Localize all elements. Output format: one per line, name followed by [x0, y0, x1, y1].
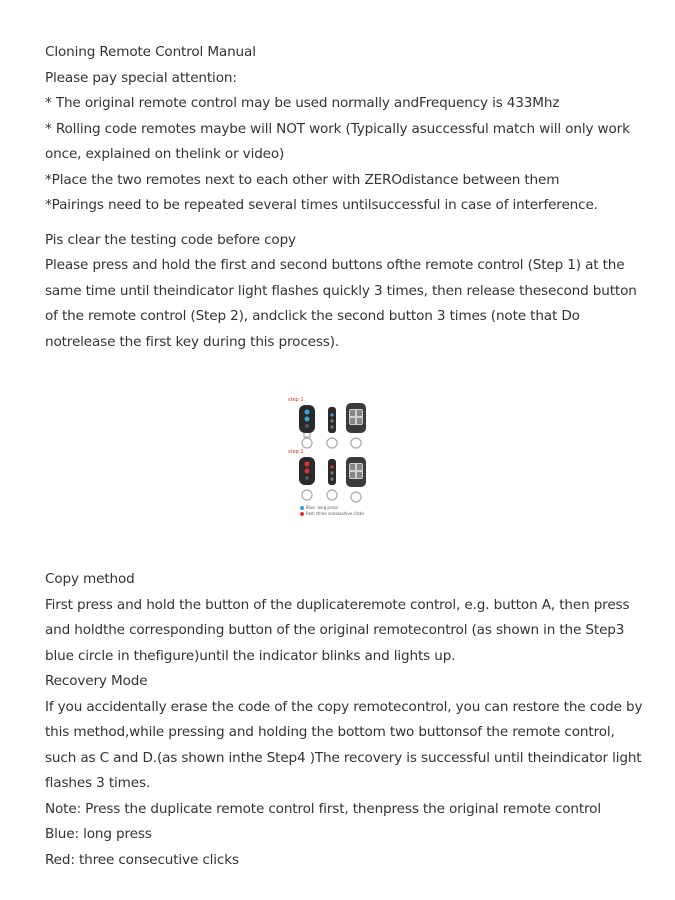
original-remote-icon — [344, 457, 368, 505]
paragraph-line: First press and hold the button of the duplicateremote control, e.g. button A, then press — [45, 596, 630, 613]
clear-code-section — [45, 228, 645, 356]
paragraph-line: If you accidentally erase the code of the copy remotecontrol, you can restore the code by — [45, 698, 643, 715]
blue-dot-icon — [300, 506, 304, 510]
red-legend-line: Red: three consecutive clicks — [45, 851, 239, 868]
note-line: once, explained on thelink or video) — [45, 146, 285, 162]
copy-method-heading: Copy method — [45, 571, 135, 587]
note-line: *Place the two remotes next to each other with ZEROdistance between them — [45, 171, 560, 188]
attention-heading: Please pay special attention: — [45, 69, 237, 86]
intro-section — [45, 40, 645, 219]
note-line: Note: Press the duplicate remote control first, thenpress the original remote control — [45, 800, 601, 817]
note-line: * Rolling code remotes maybe will NOT work (Typically asuccessful match will only work — [45, 120, 630, 137]
note-line: * The original remote control may be used normally andFrequency is 433Mhz — [45, 95, 560, 111]
manual-content — [45, 40, 645, 873]
step-1-label: step 1 — [288, 397, 304, 403]
paragraph-line: same time until theindicator light flashes quickly 3 times, then release thesecond button — [45, 282, 637, 299]
paragraph-line: flashes 3 times. — [45, 775, 151, 791]
paragraph-line: and holdthe corresponding button of the original remotecontrol (as shown in the Step3 — [45, 622, 625, 638]
paragraph-line: blue circle in thefigure)until the indicator blinks and lights up. — [45, 647, 456, 664]
legend-blue-label: Blue: long press — [306, 505, 339, 510]
step-2-label: step 2 — [288, 449, 304, 455]
manual-title: Cloning Remote Control Manual — [45, 44, 256, 60]
legend-red — [300, 511, 364, 516]
paragraph-line: notrelease the first key during this process). — [45, 333, 340, 350]
paragraph-line: of the remote control (Step 2), andclick the second button 3 times (note that Do — [45, 308, 580, 324]
paragraph-line: this method,while pressing and holding the bottom two buttonsof the remote control, — [45, 724, 615, 740]
clear-code-heading: Pis clear the testing code before copy — [45, 231, 296, 248]
blue-legend-line: Blue: long press — [45, 826, 152, 842]
duplicate-remote-icon — [296, 457, 318, 503]
paragraph-line: such as C and D.(as shown inthe Step4 )The recovery is successful until theindicator light — [45, 749, 642, 766]
recovery-mode-heading: Recovery Mode — [45, 673, 148, 689]
note-line: *Pairings need to be repeated several times untilsuccessful in case of interference. — [45, 197, 598, 213]
remote-pairing-figure — [288, 397, 378, 522]
red-dot-icon — [300, 512, 304, 516]
legend-blue — [300, 505, 338, 510]
slim-remote-icon — [324, 459, 340, 503]
paragraph-line: Please press and hold the first and second buttons ofthe remote control (Step 1) at the — [45, 257, 625, 273]
legend-red-label: Red: three consecutive clicks — [306, 511, 365, 516]
duplicate-remote-icon — [296, 405, 318, 451]
slim-remote-icon — [324, 407, 340, 451]
copy-method-section — [45, 567, 645, 873]
original-remote-icon — [344, 403, 368, 451]
